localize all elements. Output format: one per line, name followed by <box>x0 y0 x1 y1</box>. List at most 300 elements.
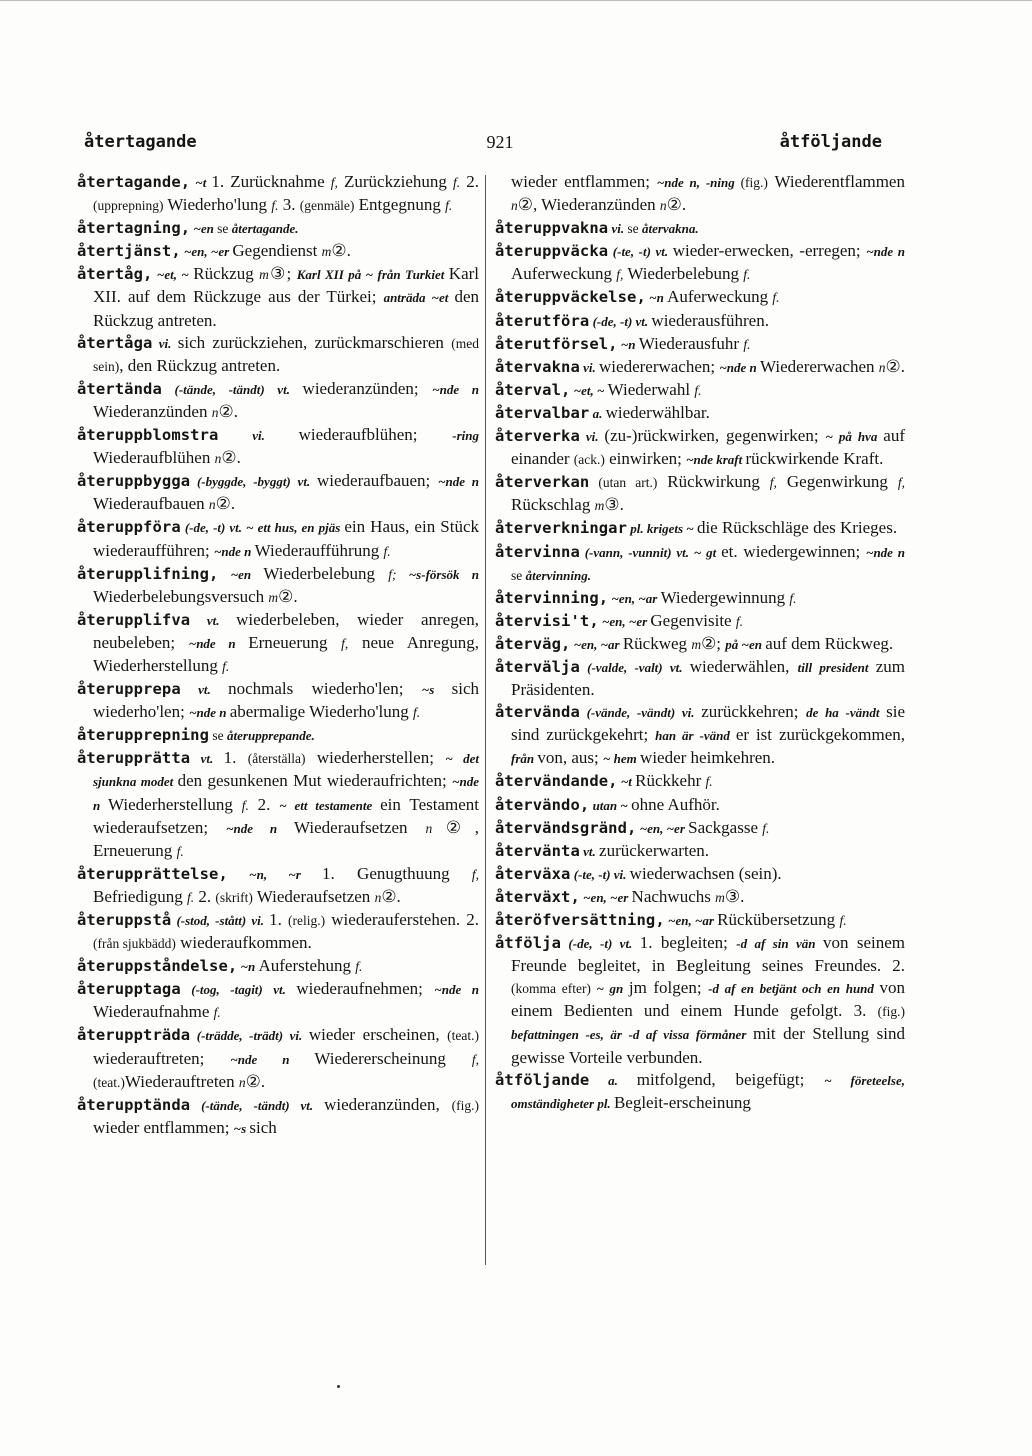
translation-text: 2. <box>194 886 216 906</box>
translation-text: et. wiedergewinnen; <box>721 541 867 561</box>
grammar-note: vi. <box>579 359 600 375</box>
gender-marker: m <box>594 498 605 514</box>
translation-text: 1. Genugthuung <box>322 863 472 883</box>
entry-headword: återtagning, <box>77 219 191 238</box>
dictionary-entry <box>77 1094 479 1140</box>
translation-text: ②, Erneuerung <box>93 817 479 860</box>
translation-text: Auferstehung <box>258 956 356 976</box>
gender-marker: f. <box>735 613 743 629</box>
grammar-note: ~et, ~ <box>570 382 608 398</box>
entry-headword: åtföljande <box>495 1070 590 1089</box>
translation-text: wiederbeleben, wieder anregen, neubeleben; <box>93 609 479 652</box>
translation-text: Wiederbelebungsversuch <box>93 586 269 606</box>
left-column <box>77 171 479 1140</box>
dictionary-entry <box>495 587 905 610</box>
entry-headword: återupplifning, <box>77 564 219 583</box>
dictionary-entry <box>77 424 479 470</box>
gender-marker: f. <box>839 913 847 928</box>
gender-marker: f, <box>897 475 905 491</box>
translation-text: jm folgen; <box>628 978 709 998</box>
dictionary-entry <box>77 263 479 331</box>
translation-text: wiederanzünden; <box>302 378 433 398</box>
dictionary-entry <box>77 678 479 724</box>
dictionary-entry <box>495 909 905 932</box>
translation-text: Gegenwirkung <box>776 472 898 492</box>
translation-text: wiederwachsen (sein). <box>629 863 782 883</box>
dictionary-entry-continuation <box>495 171 905 217</box>
translation-text: sich zurückziehen, zurückmarschieren <box>177 332 452 352</box>
stray-mark <box>337 1385 340 1388</box>
gender-marker: n <box>511 198 518 214</box>
translation-text: Gegendienst <box>232 241 322 261</box>
translation-text: ②. <box>885 356 905 376</box>
running-head-left: återtagande <box>84 132 197 152</box>
entry-headword: återväxa <box>495 864 571 883</box>
dictionary-entry <box>495 379 905 402</box>
translation-text: Auferweckung <box>511 264 617 284</box>
entry-headword: återvälja <box>495 657 580 676</box>
translation-text: Wiederwahl <box>607 379 695 399</box>
grammar-note: ~nde n <box>438 474 480 490</box>
usage-note: (genmäle) <box>299 198 355 214</box>
translation-text: ③. <box>724 886 745 906</box>
grammar-note: vi. <box>608 221 628 237</box>
translation-text: zurückerwarten. <box>599 840 709 860</box>
entry-headword: återuppföra <box>77 518 181 537</box>
entry-headword: återuppträda <box>77 1026 191 1045</box>
entry-headword: återvända <box>495 703 580 722</box>
dictionary-entry <box>495 402 905 425</box>
dictionary-entry <box>495 794 905 817</box>
gender-marker: f. <box>743 336 751 352</box>
translation-text: den Rückzug antreten. <box>93 287 479 330</box>
translation-text: Rückweg <box>622 633 692 653</box>
grammar-note: vi. <box>152 335 178 351</box>
translation-text: ②. <box>278 586 298 606</box>
grammar-note: ~ företeelse, omständigheter pl. <box>511 1072 905 1111</box>
dictionary-entry <box>77 378 479 424</box>
grammar-note: (-tände, -tändt) vt. <box>190 1097 325 1113</box>
translation-text: Gegenvisite <box>650 610 736 630</box>
translation-text: 1. <box>269 910 289 929</box>
grammar-note: ~n <box>617 336 639 352</box>
dictionary-entry <box>495 701 905 770</box>
translation-text: 1. begleiten; <box>639 933 737 953</box>
dictionary-entry <box>495 356 905 379</box>
usage-note: (teat.) <box>447 1028 480 1044</box>
grammar-note: ~t <box>190 175 212 190</box>
gender-marker: f, <box>769 475 777 491</box>
translation-text: 1. <box>223 748 248 768</box>
gender-marker: n <box>208 497 216 513</box>
translation-text: wiedererwachen; <box>599 356 720 376</box>
gender-marker: f. <box>222 658 230 674</box>
page-top-rule <box>0 0 1032 1</box>
entry-headword: återupprätta <box>77 749 191 768</box>
grammar-note: (-tände, -tändt) vt. <box>161 381 303 397</box>
grammar-note: ~en <box>218 566 264 582</box>
grammar-note: de ha -vändt <box>806 705 887 721</box>
gender-marker: f. <box>213 1005 221 1021</box>
usage-note: (komma efter) <box>511 981 591 997</box>
usage-note: (teat.) <box>93 1074 125 1090</box>
translation-text: 1. Zurücknahme <box>211 172 331 191</box>
grammar-note: vi. <box>579 429 605 445</box>
entry-headword: återuppvakna <box>495 219 609 238</box>
grammar-note: ~ det sjunkna modet <box>93 751 479 790</box>
translation-text: wiederausführen. <box>651 310 769 330</box>
translation-text: Wiederherstellung <box>108 794 242 814</box>
usage-note: se <box>511 567 526 583</box>
grammar-note: anträda ~et <box>383 290 455 306</box>
dictionary-entry <box>495 217 905 240</box>
dictionary-entry <box>77 516 479 562</box>
translation-text: ②. <box>666 195 687 215</box>
translation-text: wieder heimkehren. <box>640 748 776 768</box>
gender-marker: m <box>691 636 702 652</box>
entry-headword: återverka <box>495 427 580 446</box>
dictionary-entry <box>77 978 479 1024</box>
entry-headword: återtåga <box>77 333 153 352</box>
grammar-note: -d af en betjänt och en hund <box>708 981 880 997</box>
entry-headword: återvändsgränd, <box>495 818 637 837</box>
usage-note: se <box>209 728 228 744</box>
grammar-note: ~nde n <box>93 774 479 813</box>
translation-text: Wiederanzünden <box>93 401 212 421</box>
entry-headword: återupprepa <box>77 680 181 699</box>
gender-marker: f. <box>694 382 702 398</box>
translation-text: ②. <box>215 494 236 514</box>
translation-text: ②, Wiederanzünden <box>517 195 660 215</box>
page-number: 921 <box>486 132 514 152</box>
translation-text: wiederaufkommen. <box>175 933 312 953</box>
gender-marker: f. <box>176 843 184 859</box>
gender-marker: f, <box>471 866 479 882</box>
gender-marker: n <box>878 359 886 375</box>
grammar-note: återvinning. <box>525 567 591 583</box>
translation-text: Rückzug <box>193 264 260 284</box>
usage-note: (med sein) <box>93 335 479 374</box>
gender-marker: f. <box>241 797 249 813</box>
dictionary-entry <box>495 817 905 840</box>
dictionary-entry <box>495 425 905 471</box>
entry-headword: återväxt, <box>495 887 580 906</box>
gender-marker: f. <box>383 543 391 559</box>
translation-text: Entgegnung <box>354 195 446 215</box>
translation-text: neue Anregung, Wiederherstellung <box>93 632 479 675</box>
dictionary-entry <box>77 1024 479 1093</box>
grammar-note: ~ gn <box>590 981 629 997</box>
grammar-note: ~n, ~r <box>227 866 323 882</box>
usage-note: (fig.) <box>451 1097 479 1113</box>
translation-text: Wiederausfuhr <box>638 333 744 353</box>
grammar-note: vt. <box>180 682 229 698</box>
grammar-note: utan ~ <box>589 797 632 813</box>
gender-marker: f. <box>789 590 797 606</box>
translation-text: wiederwählen, <box>689 656 798 676</box>
column-divider <box>485 175 486 1265</box>
entry-headword: återvänta <box>495 841 580 860</box>
dictionary-entry <box>77 747 479 862</box>
translation-text: er ist zurückgekommen, <box>735 725 905 745</box>
translation-text: Wiederentflammen <box>767 172 905 191</box>
usage-note: (utan art.) <box>589 475 658 491</box>
grammar-note: ~en, ~er <box>598 613 651 629</box>
grammar-note: (-te, -t) vi. <box>570 866 630 882</box>
grammar-note: (-valde, -valt) vt. <box>579 659 690 675</box>
dictionary-entry <box>77 909 479 955</box>
translation-text: Erneuerung <box>248 632 342 652</box>
grammar-note: han är -vänd <box>655 728 736 744</box>
translation-text: Wiederaufsetzen <box>294 817 426 837</box>
grammar-note: ~en, ~er <box>636 820 689 836</box>
translation-text: wieder entflammen; <box>93 1117 234 1137</box>
translation-text: Wiedererscheinung <box>314 1048 472 1068</box>
translation-text: Wiederbelebung <box>263 563 389 583</box>
grammar-note: ~nde kraft <box>686 452 746 468</box>
entry-headword: återvinna <box>495 542 580 561</box>
grammar-note: från <box>511 751 538 767</box>
grammar-note: ~nde n, -ning <box>656 175 741 190</box>
grammar-note: (-trädde, -trädt) vi. <box>190 1028 309 1044</box>
translation-text: Karl XII. auf dem Rückzuge aus der Türkei; <box>93 264 480 307</box>
grammar-note: ~nde n <box>226 820 295 836</box>
translation-text: Wiedergewinnung <box>660 587 790 607</box>
translation-text: ein Testament wiederaufsetzen; <box>93 794 479 837</box>
dictionary-entry <box>495 286 905 309</box>
grammar-note: (-tog, -tagit) vt. <box>180 982 297 998</box>
translation-text: 2. <box>460 172 480 191</box>
usage-note: (återställa) <box>247 751 306 767</box>
gender-marker: f. <box>271 198 279 214</box>
entry-headword: återverkningar <box>495 519 628 538</box>
gender-marker: n <box>238 1074 246 1090</box>
dictionary-entry <box>495 517 905 540</box>
usage-note: (fig.) <box>740 175 768 190</box>
gender-marker: m <box>259 267 269 283</box>
entry-headword: återval, <box>495 380 571 399</box>
grammar-note: ~n <box>645 290 668 306</box>
dictionary-entry <box>495 310 905 333</box>
translation-text: zurückkehren; <box>701 702 807 722</box>
gender-marker: f, <box>341 635 349 651</box>
translation-text: ②. <box>218 401 238 421</box>
dictionary-entry <box>495 610 905 633</box>
translation-text: (zu-)rückwirken, gegenwirken; <box>604 426 826 446</box>
translation-text: sich wiederho'len; <box>93 679 480 722</box>
grammar-note: ~ ett testamente <box>279 797 381 813</box>
gender-marker: m <box>268 589 279 605</box>
dictionary-entry <box>77 609 479 678</box>
entry-headword: återtåg, <box>77 265 153 284</box>
translation-text: Rückkehr <box>635 771 706 791</box>
grammar-note: ~en, ~ar <box>608 590 661 606</box>
translation-text: , den Rückzug antreten. <box>119 355 281 375</box>
grammar-note: ~en, ~er <box>180 244 233 260</box>
grammar-note: Karl XII på ~ från Turkiet <box>296 267 449 283</box>
translation-text: die Rückschläge des Krieges. <box>696 518 898 538</box>
entry-headword: återutföra <box>495 311 590 330</box>
grammar-note: återtagande. <box>231 221 299 237</box>
grammar-note: ~s-försök n <box>396 566 479 582</box>
grammar-note: (-stod, -stått) vi. <box>171 913 270 928</box>
gender-marker: m <box>715 889 725 905</box>
grammar-note: ~nde n <box>230 1051 315 1067</box>
usage-note: se <box>627 221 642 237</box>
grammar-note: ~s <box>421 682 452 698</box>
dictionary-entry <box>495 932 905 1069</box>
dictionary-entry <box>77 863 479 909</box>
entry-headword: återverkan <box>495 473 590 492</box>
grammar-note: ~nde n <box>189 705 230 721</box>
right-column <box>495 171 905 1115</box>
translation-text: Auferweckung <box>667 287 773 307</box>
gender-marker: f. <box>453 175 461 190</box>
dictionary-entry <box>77 955 479 978</box>
gender-marker: n <box>211 404 219 420</box>
gender-marker: m <box>321 244 332 260</box>
translation-text: wiederwählbar. <box>605 402 710 422</box>
translation-text: ②. <box>221 448 241 468</box>
grammar-note: (-vände, -vändt) vi. <box>579 705 702 721</box>
entry-headword: återtända <box>77 379 162 398</box>
dictionary-entry <box>495 471 905 517</box>
gender-marker: f, <box>471 1051 479 1067</box>
grammar-note: vi. <box>218 428 299 444</box>
translation-text: wiederanzünden, <box>324 1094 452 1114</box>
translation-text: nochmals wiederho'len; <box>228 679 422 699</box>
grammar-note: ~nde n <box>188 635 249 651</box>
translation-text: von einem Bedienten und einem Hunde gefolgt. 3. <box>511 978 905 1021</box>
gender-marker: n <box>214 451 222 467</box>
grammar-note: befattningen -es, är -d af vissa förmåner <box>511 1027 753 1043</box>
grammar-note: ~nde n <box>214 543 255 559</box>
grammar-note: (-te, -t) vt. <box>608 244 673 260</box>
entry-headword: återuppbygga <box>77 472 191 491</box>
translation-text: Wiederaufblühen <box>93 448 215 468</box>
entry-headword: återuppblomstra <box>77 426 219 445</box>
grammar-note: vt. <box>190 612 237 628</box>
translation-text: wieder-erwecken, -erregen; <box>672 241 867 261</box>
dictionary-entry <box>77 563 479 609</box>
entry-headword: återvändo, <box>495 795 590 814</box>
entry-headword: återöfversättning, <box>495 911 665 929</box>
grammar-note: till president <box>797 659 876 675</box>
usage-note: (från sjukbädd) <box>93 936 176 952</box>
entry-headword: återupptaga <box>77 980 181 999</box>
translation-text: Wiederaufsetzen <box>252 886 375 906</box>
translation-text: von, aus; <box>537 748 604 768</box>
dictionary-entry <box>495 886 905 909</box>
dictionary-entry <box>77 724 479 747</box>
translation-text: wiederauftreten; <box>93 1048 231 1068</box>
gender-marker: f; <box>388 566 397 582</box>
grammar-note: ~ hem <box>603 751 641 767</box>
grammar-note: (-byggde, -byggt) vt. <box>190 474 317 490</box>
translation-text: ②. <box>245 1071 266 1091</box>
translation-text: wiederaufbauen; <box>317 471 439 491</box>
translation-text: Wiedererwachen <box>760 356 879 376</box>
entry-headword: återupprättelse, <box>77 864 228 883</box>
grammar-note: ~nde n <box>866 544 906 560</box>
gender-marker: f. <box>355 959 363 975</box>
translation-text: Befriedigung <box>93 886 187 906</box>
gender-marker: f. <box>445 198 453 214</box>
gender-marker: f. <box>762 820 770 836</box>
dictionary-entry <box>495 840 905 863</box>
entry-headword: återvändande, <box>495 772 618 791</box>
translation-text: Wiederaufnahme <box>93 1002 214 1022</box>
dictionary-entry <box>77 470 479 516</box>
grammar-note: (-de, -t) vt. <box>589 313 652 329</box>
entry-headword: återupptända <box>77 1095 191 1114</box>
grammar-note: ~en, ~ar <box>664 913 718 928</box>
gender-marker: f. <box>413 705 421 721</box>
grammar-note: ~ på hva <box>825 429 884 445</box>
usage-note: se <box>217 221 232 237</box>
gender-marker: f, <box>330 175 338 190</box>
grammar-note: -d af sin vän <box>736 936 823 952</box>
translation-text: zum Präsidenten. <box>511 656 906 700</box>
translation-text: Zurückziehung <box>337 172 454 191</box>
entry-headword: återvalbar <box>495 403 590 422</box>
entry-headword: återvinning, <box>495 588 609 607</box>
grammar-note: ~nde n <box>432 381 479 397</box>
translation-text: Rückübersetzung <box>717 910 840 929</box>
translation-text: wiederaufblühen; <box>298 425 453 445</box>
gender-marker: n <box>425 820 433 836</box>
gender-marker: f. <box>705 774 713 790</box>
dictionary-entry <box>495 656 905 701</box>
dictionary-entry <box>77 240 479 263</box>
gender-marker: f. <box>772 290 780 306</box>
dictionary-entry <box>495 1069 905 1115</box>
grammar-note: ~nde n <box>866 244 905 260</box>
translation-text: rückwirkende Kraft. <box>745 449 884 469</box>
grammar-note: a. <box>589 1072 637 1088</box>
entry-headword: återutförsel, <box>495 334 618 353</box>
dictionary-entry <box>77 171 479 217</box>
grammar-note: återupprepande. <box>227 728 315 744</box>
grammar-note: (-de, -t) vt. ~ ett hus, en pjäs <box>180 520 345 536</box>
translation-text: ein Haus, ein Stück wiederaufführen; <box>93 517 479 560</box>
translation-text: Wiederbelebung <box>623 264 744 284</box>
translation-text: ②. <box>381 886 401 906</box>
entry-headword: återuppståndelse, <box>77 957 238 976</box>
translation-text: den gesunkenen Mut wiederaufrichten; <box>177 771 453 791</box>
translation-text: Sackgasse <box>688 817 763 837</box>
entry-headword: återvakna <box>495 357 580 376</box>
translation-text: ohne Aufhör. <box>631 794 720 814</box>
grammar-note: återvakna. <box>641 221 699 237</box>
translation-text: wieder entflammen; <box>511 172 657 191</box>
dictionary-entry <box>495 633 905 656</box>
entry-headword: återuppstå <box>77 911 172 929</box>
grammar-note: ~t <box>617 774 636 790</box>
dictionary-entry <box>495 770 905 793</box>
entry-headword: återupplifva <box>77 610 191 629</box>
grammar-note: vt. <box>190 751 224 767</box>
grammar-note: ~n <box>237 959 259 975</box>
translation-text: 3. <box>278 195 300 215</box>
translation-text: Begleit-erscheinung <box>613 1092 751 1112</box>
translation-text: von seinem Freunde begleitet, in Begleitung seines Freundes. 2. <box>511 933 905 976</box>
translation-text: 2. <box>248 794 280 814</box>
entry-headword: återtjänst, <box>77 242 181 261</box>
entry-headword: återuppväcka <box>495 242 609 261</box>
entry-headword: återuppväckelse, <box>495 288 646 307</box>
translation-text: auf einander <box>511 426 905 469</box>
